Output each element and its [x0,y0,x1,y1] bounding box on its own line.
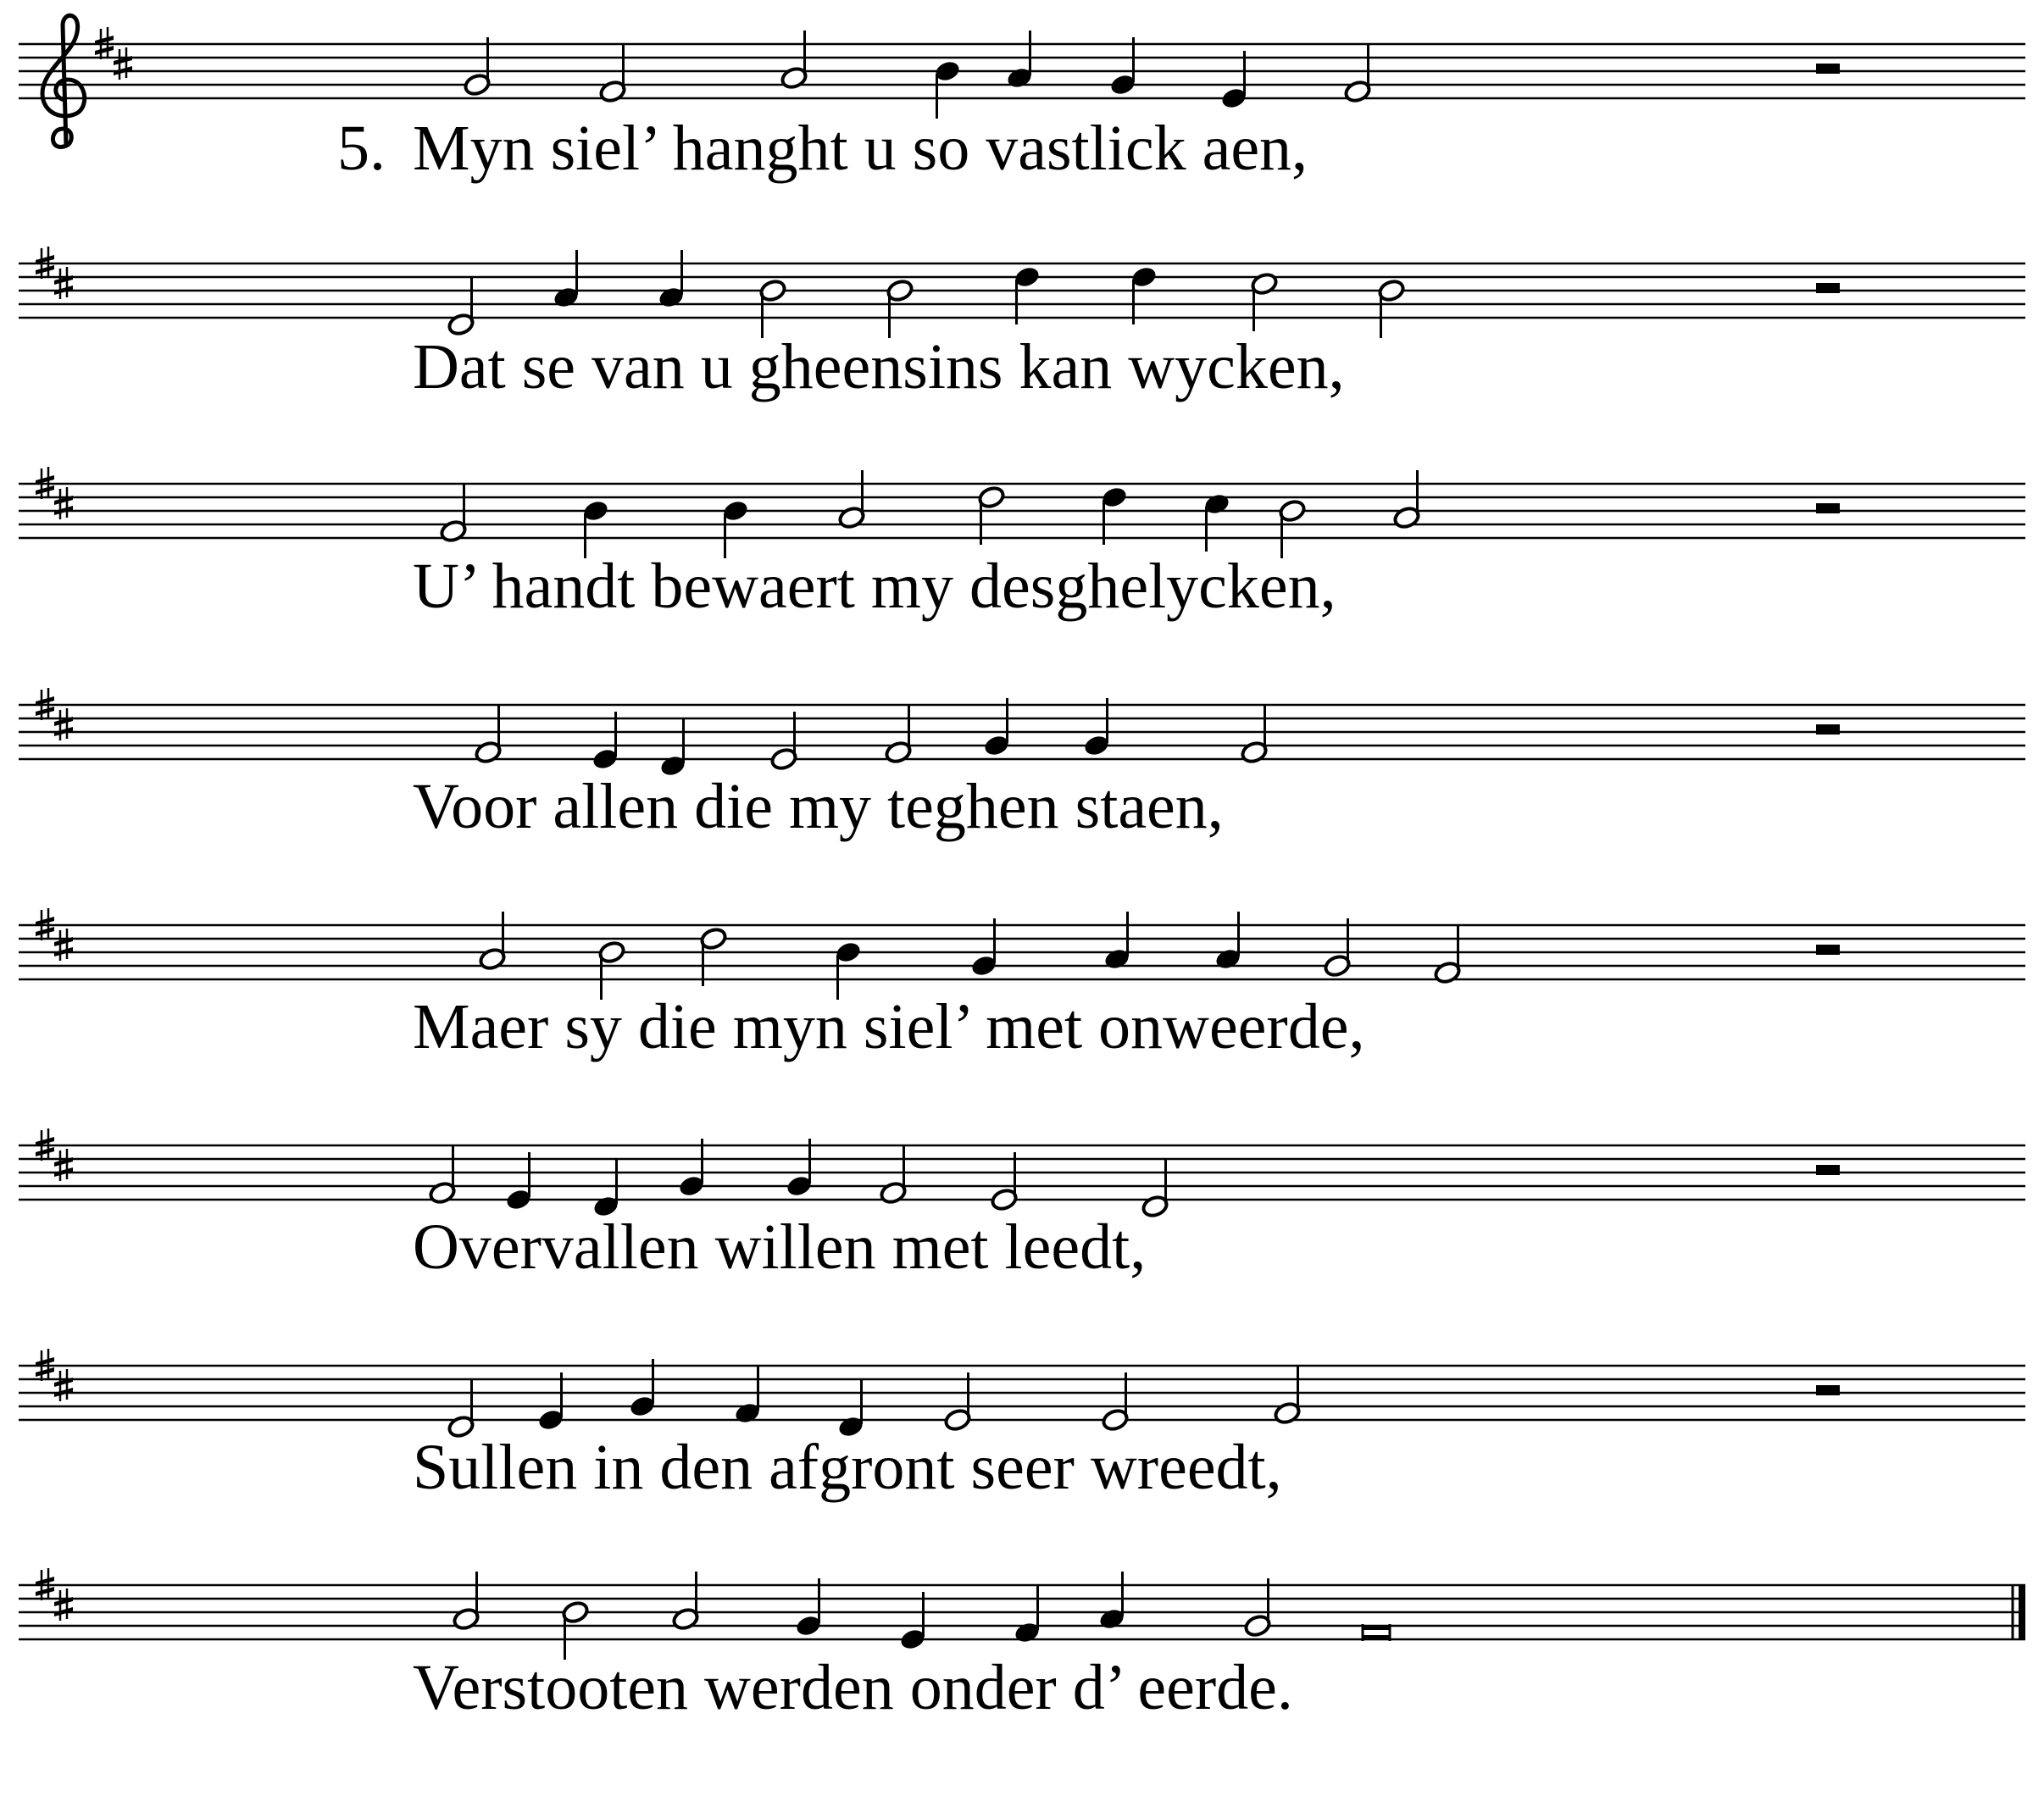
key-sharp-c-2 [54,267,73,299]
key-sharp-c-3 [54,487,73,519]
rest-6 [1816,1165,1840,1175]
rest-4 [1816,724,1840,735]
lyric-line-5: Maer sy die myn siel’ met onweerde, [413,991,1365,1062]
lyric-line-3: U’ handt bewaert my desghelycken, [413,551,1336,622]
treble-clef-icon [42,15,85,147]
final-barline-thick [2019,1585,2025,1639]
verse-number: 5. [337,113,386,184]
rest-5 [1816,945,1840,955]
key-sharp-c-6 [54,1149,73,1181]
lyric-line-7: Sullen in den afgront seer wreedt, [413,1432,1282,1503]
lyric-line-2: Dat se van u gheensins kan wycken, [413,331,1345,402]
lyric-line-6: Overvallen willen met leedt, [413,1211,1147,1283]
key-sharp-c-7 [54,1369,73,1401]
lyric-line-8: Verstooten werden onder d’ eerde. [413,1652,1293,1723]
key-sharp-c-4 [54,708,73,740]
key-sharp-c-1 [114,47,132,80]
lyric-line-4: Voor allen die my teghen staen, [413,771,1224,842]
rest-2 [1816,283,1840,293]
rest-7 [1816,1385,1840,1395]
note-8-9-top [1363,1627,1390,1630]
lyric-line-1: Myn siel’ hanght u so vastlick aen, [413,113,1308,184]
key-sharp-c-5 [54,929,73,961]
rest-3 [1816,503,1840,513]
rest-1 [1816,64,1840,74]
note-8-9 [1363,1635,1390,1638]
key-sharp-c-8 [54,1589,73,1621]
